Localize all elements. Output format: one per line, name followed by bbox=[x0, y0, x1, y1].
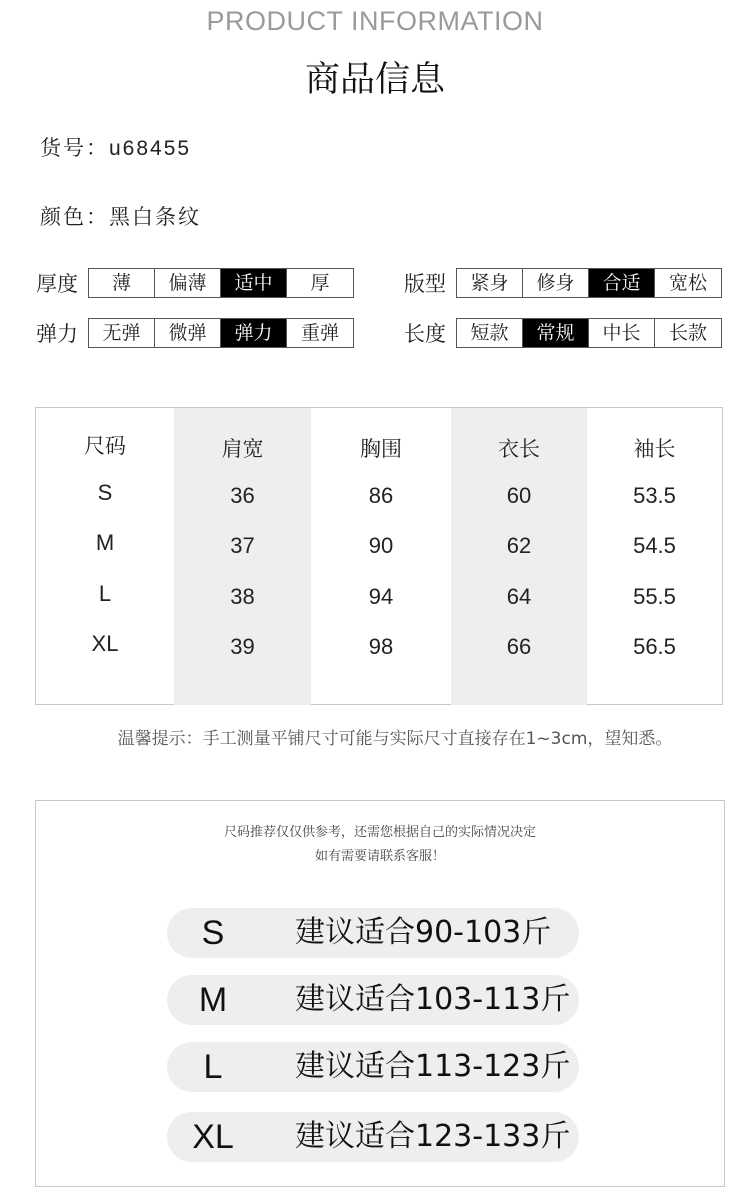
table-header: 衣长 bbox=[498, 437, 540, 461]
attr-options-thickness bbox=[88, 268, 354, 298]
attr-option: 长款 bbox=[668, 322, 707, 344]
attr-elasticity bbox=[36, 318, 354, 348]
attr-thickness bbox=[36, 268, 354, 298]
attr-option: 无弹 bbox=[89, 319, 155, 347]
table-cell: XL bbox=[91, 631, 119, 656]
attr-label-elasticity: 弹力 bbox=[36, 322, 78, 346]
table-cell: 66 bbox=[506, 634, 532, 659]
table-header: 肩宽 bbox=[221, 437, 264, 461]
table-cell: M bbox=[95, 530, 115, 555]
table-cell: 39 bbox=[230, 634, 255, 659]
table-cell: 38 bbox=[230, 584, 255, 609]
attr-option: 适中 bbox=[221, 269, 287, 297]
title-english: PRODUCT INFORMATION bbox=[206, 6, 544, 36]
table-header: 胸围 bbox=[360, 437, 402, 461]
attr-options-fit bbox=[456, 268, 722, 298]
attr-option: 重弹 bbox=[300, 322, 339, 344]
attr-options-length bbox=[456, 318, 722, 348]
attr-options-elasticity bbox=[88, 318, 354, 348]
recommendation-weight: 建议适合90-103斤 bbox=[295, 915, 552, 950]
table-cell: 90 bbox=[368, 533, 394, 558]
item-number-label: 货号： bbox=[40, 136, 109, 160]
attr-option: 宽松 bbox=[668, 272, 707, 294]
size-recommendation-box bbox=[35, 800, 725, 1187]
table-cell: 60 bbox=[506, 483, 532, 508]
recommendation-size: M bbox=[198, 981, 228, 1019]
attr-option: 薄 bbox=[89, 269, 155, 297]
table-cell: 98 bbox=[368, 634, 394, 659]
attr-option: 常规 bbox=[523, 319, 589, 347]
recommendation-size: S bbox=[201, 914, 225, 952]
table-cell: L bbox=[98, 581, 112, 606]
table-cell: S bbox=[97, 480, 113, 505]
attr-label-thickness: 厚度 bbox=[36, 272, 78, 296]
table-cell: 54.5 bbox=[633, 533, 676, 558]
recommendation-item bbox=[167, 1042, 579, 1092]
table-cell: 37 bbox=[230, 533, 255, 558]
table-cell: 53.5 bbox=[633, 483, 676, 508]
attr-label-length: 长度 bbox=[404, 322, 446, 346]
size-column bbox=[36, 408, 174, 705]
attr-label-fit: 版型 bbox=[404, 272, 446, 296]
recommendation-weight: 建议适合103-113斤 bbox=[295, 982, 571, 1017]
attr-option: 厚 bbox=[310, 272, 330, 294]
sleeve-column bbox=[587, 408, 722, 705]
recommendation-item bbox=[167, 1112, 579, 1162]
recommendation-item bbox=[167, 908, 579, 958]
attr-option: 弹力 bbox=[221, 319, 287, 347]
length-column bbox=[451, 408, 587, 705]
recommendation-item bbox=[167, 975, 579, 1025]
color-value: 黑白条纹 bbox=[109, 205, 201, 229]
table-cell: 62 bbox=[506, 533, 532, 558]
shoulder-column bbox=[174, 408, 311, 705]
recommendation-weight: 建议适合113-123斤 bbox=[295, 1049, 571, 1084]
color-label: 颜色： bbox=[40, 205, 109, 229]
recommendation-size: L bbox=[203, 1048, 223, 1086]
item-number-value: u68455 bbox=[109, 137, 192, 160]
recommendation-contact-note: 如有需要请联系客服！ bbox=[314, 849, 445, 864]
table-cell: 55.5 bbox=[633, 584, 676, 609]
attr-option: 偏薄 bbox=[155, 269, 221, 297]
recommendation-note: 尺码推荐仅仅供参考，还需您根据自己的实际情况决定 bbox=[223, 825, 536, 840]
attr-option: 合适 bbox=[589, 269, 655, 297]
attr-option: 紧身 bbox=[457, 269, 523, 297]
table-cell: 86 bbox=[368, 483, 394, 508]
table-cell: 64 bbox=[506, 584, 532, 609]
table-header: 袖长 bbox=[633, 437, 676, 461]
color-line bbox=[40, 201, 201, 231]
chest-column bbox=[311, 408, 451, 705]
item-number-line bbox=[40, 132, 191, 162]
table-header: 尺码 bbox=[84, 434, 126, 458]
table-cell: 36 bbox=[230, 483, 255, 508]
attr-option: 修身 bbox=[523, 269, 589, 297]
measurement-tip: 温馨提示：手工测量平铺尺寸可能与实际尺寸直接存在1~3cm，望知悉。 bbox=[117, 729, 673, 749]
table-cell: 56.5 bbox=[633, 634, 676, 659]
table-cell: 94 bbox=[368, 584, 394, 609]
recommendation-size: XL bbox=[192, 1118, 234, 1156]
attr-fit bbox=[404, 268, 722, 298]
size-table bbox=[35, 407, 723, 705]
attr-length bbox=[404, 318, 722, 348]
attr-option: 中长 bbox=[589, 319, 655, 347]
page-title: 商品信息 bbox=[304, 60, 445, 100]
recommendation-weight: 建议适合123-133斤 bbox=[295, 1119, 571, 1154]
attr-option: 微弹 bbox=[155, 319, 221, 347]
attr-option: 短款 bbox=[457, 319, 523, 347]
